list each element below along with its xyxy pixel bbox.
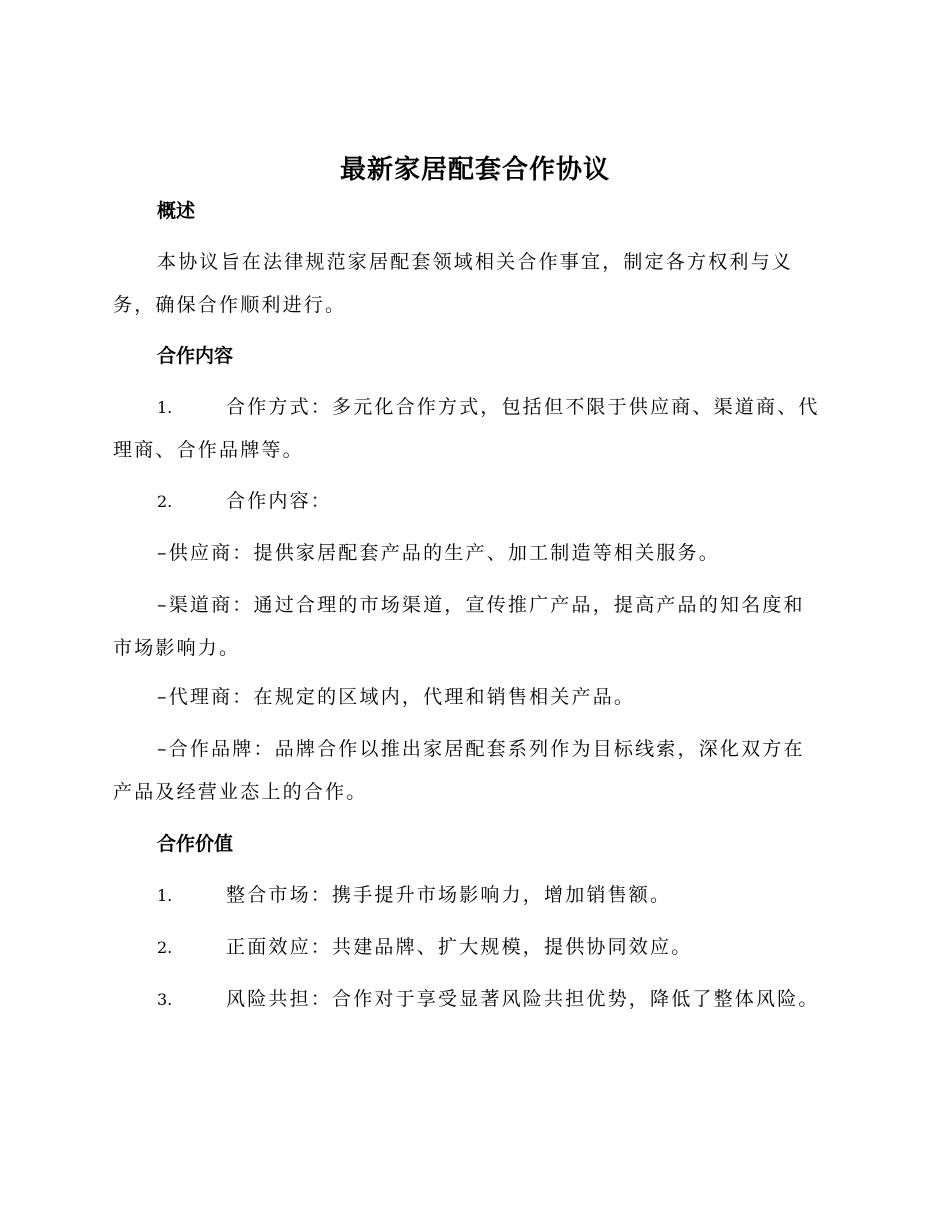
list-item-text: 正面效应：共建品牌、扩大规模，提供协同效应。 [226,936,693,958]
list-item-text: 合作方式：多元化合作方式，包括但不限于供应商、渠道商、代 [226,396,820,418]
bullet-line: –代理商：在规定的区域内，代理和销售相关产品。 [157,686,636,708]
document-title: 最新家居配套合作协议 [339,155,610,185]
list-item-number: 3. [157,990,173,1009]
list-item [157,874,847,917]
section-heading-cooperation-value: 合作价值 [157,833,234,855]
bullet-channel [113,584,843,670]
list-item [157,926,847,969]
bullet-line: 产品及经营业态上的合作。 [113,781,368,803]
paragraph-line: 本协议旨在法律规范家居配套领域相关合作事宜，制定各方权利与义 [157,251,794,273]
bullet-agent [113,676,843,719]
list-item-text: 合作内容： [226,490,333,512]
section-heading-cooperation-content: 合作内容 [157,345,234,367]
overview-paragraph [113,241,843,327]
list-item [157,978,847,1021]
bullet-supplier [113,532,843,575]
list-item-text: 整合市场：携手提升市场影响力，增加销售额。 [226,884,672,906]
bullet-brand [113,728,843,814]
list-item [157,480,847,523]
list-item-number: 1. [157,398,173,417]
list-item-number: 1. [157,886,173,905]
list-item-text-continued: 理商、合作品牌等。 [113,439,304,461]
section-heading-overview: 概述 [157,200,196,222]
list-item [113,386,847,472]
list-item-number: 2. [157,938,173,957]
list-item-text: 风险共担：合作对于享受显著风险共担优势，降低了整体风险。 [226,988,820,1010]
bullet-line: 市场影响力。 [113,637,241,659]
list-item-number: 2. [157,492,173,511]
bullet-line: –供应商：提供家居配套产品的生产、加工制造等相关服务。 [157,542,720,564]
paragraph-line: 务，确保合作顺利进行。 [113,294,347,316]
bullet-line: –合作品牌：品牌合作以推出家居配套系列作为目标线索，深化双方在 [157,738,805,760]
bullet-line: –渠道商：通过合理的市场渠道，宣传推广产品，提高产品的知名度和 [157,594,805,616]
